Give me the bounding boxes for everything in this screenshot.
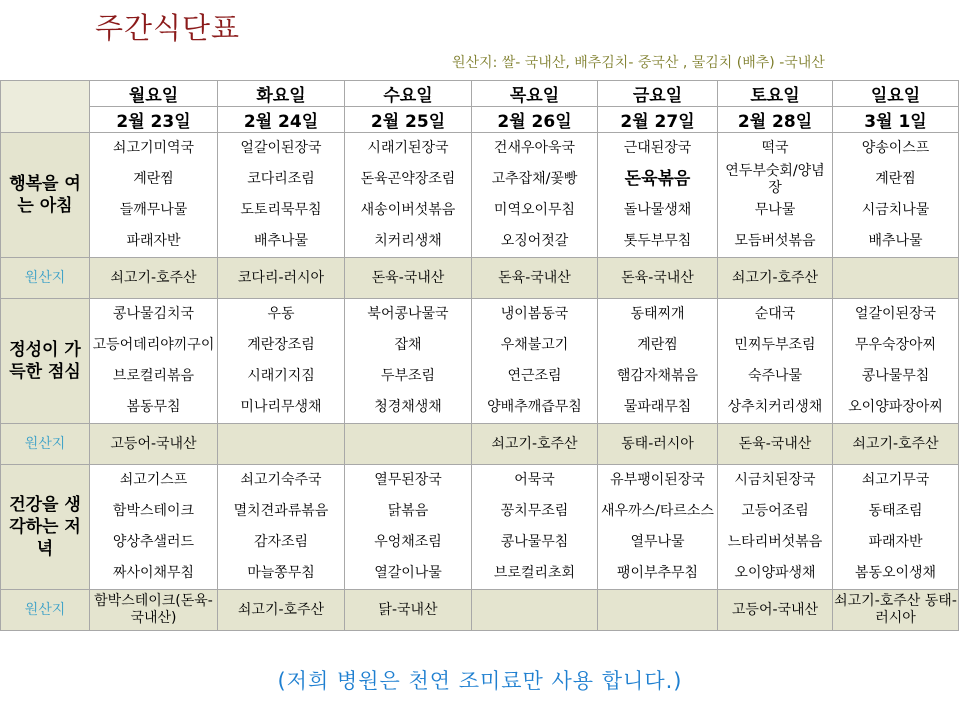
menu-item: 시래기지짐 — [247, 368, 315, 384]
origin-cell: 코다리-러시아 — [218, 258, 345, 299]
menu-cell — [718, 133, 833, 258]
meal-row — [1, 299, 959, 424]
day-name: 화요일 — [218, 81, 345, 107]
menu-cell — [345, 465, 472, 590]
origin-cell — [472, 590, 598, 631]
menu-item: 팽이부추무침 — [616, 565, 699, 581]
menu-item: 무나물 — [754, 202, 796, 218]
origin-label: 원산지 — [1, 590, 90, 631]
menu-item: 코다리조림 — [247, 171, 315, 187]
origin-cell — [218, 424, 345, 465]
menu-item: 양송이스프 — [861, 140, 930, 156]
menu-cell — [90, 133, 218, 258]
origin-cell: 돈육-국내산 — [598, 258, 718, 299]
menu-item: 연두부숫회/양념장 — [725, 162, 825, 196]
menu-item: 돌나물생채 — [623, 202, 692, 218]
menu-item: 파래자반 — [868, 534, 923, 550]
day-date: 2월 26일 — [472, 107, 598, 133]
menu-item: 열무된장국 — [374, 472, 442, 488]
origin-cell: 돈육-국내산 — [718, 424, 833, 465]
menu-item: 상추치커리생채 — [727, 399, 823, 415]
day-name: 일요일 — [833, 81, 959, 107]
menu-item: 햄감자채볶음 — [616, 368, 699, 384]
menu-item: 고등어데리야끼구이 — [92, 337, 215, 353]
menu-item: 양상추샐러드 — [112, 534, 195, 550]
menu-item: 연근조림 — [507, 368, 562, 384]
origin-note: 원산지: 쌀- 국내산, 배추김치- 중국산 , 물김치 (배추) -국내산 — [452, 55, 825, 71]
menu-item: 동태찌개 — [630, 306, 685, 322]
menu-cell — [472, 465, 598, 590]
menu-item: 오이양파장아찌 — [848, 399, 943, 415]
menu-item: 돈육곤약장조림 — [360, 171, 456, 187]
origin-cell: 고등어-국내산 — [718, 590, 833, 631]
menu-cell — [833, 465, 959, 590]
menu-cell — [218, 465, 345, 590]
header-corner — [1, 81, 90, 133]
menu-item: 건새우아욱국 — [493, 140, 576, 156]
meal-label: 행복을 여는 아침 — [1, 133, 90, 258]
menu-item: 고추잡채/꽃빵 — [491, 171, 578, 187]
origin-label: 원산지 — [1, 424, 90, 465]
menu-item: 배추나물 — [253, 233, 309, 249]
menu-item: 계란찜 — [637, 337, 678, 353]
menu-item: 배추나물 — [868, 233, 923, 249]
menu-item: 짜사이채무침 — [112, 565, 195, 581]
menu-cell — [598, 465, 718, 590]
origin-cell: 동태-러시아 — [598, 424, 718, 465]
menu-cell — [90, 465, 218, 590]
menu-item: 우채불고기 — [500, 337, 569, 353]
origin-cell: 함박스테이크(돈육-국내산) — [90, 590, 218, 631]
meal-label: 건강을 생각하는 저녁 — [1, 465, 90, 590]
menu-item: 감자조림 — [253, 534, 309, 550]
origin-cell — [345, 424, 472, 465]
menu-item: 고등어조림 — [741, 503, 809, 519]
menu-cell — [345, 299, 472, 424]
origin-cell: 쇠고기-호주산 — [718, 258, 833, 299]
menu-item: 느타리버섯볶음 — [727, 534, 823, 550]
origin-cell: 고등어-국내산 — [90, 424, 218, 465]
page-title: 주간식단표 — [95, 11, 241, 45]
origin-cell — [598, 590, 718, 631]
menu-item: 들깨무나물 — [119, 202, 188, 218]
origin-row — [1, 590, 959, 631]
menu-cell — [598, 299, 718, 424]
menu-cell — [598, 133, 718, 258]
menu-item: 동태조림 — [868, 503, 923, 519]
menu-item: 콩나물무침 — [861, 368, 930, 384]
day-name: 수요일 — [345, 81, 472, 107]
menu-item: 콩나물무침 — [500, 534, 569, 550]
day-name: 토요일 — [718, 81, 833, 107]
menu-cell — [472, 299, 598, 424]
menu-item: 민찌두부조림 — [734, 337, 816, 353]
menu-item: 얼갈이된장국 — [240, 140, 322, 156]
menu-item: 쇠고기무국 — [861, 472, 930, 488]
menu-item: 계란찜 — [875, 171, 916, 187]
menu-item: 톳두부무침 — [623, 233, 692, 249]
menu-item: 치커리생채 — [374, 233, 442, 249]
menu-item: 쇠고기스프 — [119, 472, 188, 488]
menu-cell — [218, 299, 345, 424]
menu-item: 시금치나물 — [861, 202, 930, 218]
day-name: 월요일 — [90, 81, 218, 107]
origin-cell: 쇠고기-호주산 — [90, 258, 218, 299]
menu-item: 멸치견과류볶음 — [233, 503, 329, 519]
menu-item: 미나리무생채 — [240, 399, 322, 415]
origin-label: 원산지 — [1, 258, 90, 299]
origin-cell: 쇠고기-호주산 — [218, 590, 345, 631]
origin-cell — [833, 258, 959, 299]
menu-item: 함박스테이크 — [112, 503, 195, 519]
menu-item: 물파래무침 — [623, 399, 692, 415]
day-date: 2월 28일 — [718, 107, 833, 133]
origin-row — [1, 258, 959, 299]
menu-cell — [218, 133, 345, 258]
menu-item: 순대국 — [754, 306, 796, 322]
origin-cell: 닭-국내산 — [345, 590, 472, 631]
menu-item: 잡채 — [394, 337, 422, 353]
menu-item: 쇠고기미역국 — [112, 140, 195, 156]
origin-cell: 쇠고기-호주산 — [833, 424, 959, 465]
menu-item: 양배추깨즙무침 — [487, 399, 582, 415]
origin-row — [1, 424, 959, 465]
menu-cell — [472, 133, 598, 258]
menu-item: 청경채생채 — [374, 399, 442, 415]
menu-item: 브로컬리볶음 — [112, 368, 195, 384]
menu-item: 콩나물김치국 — [112, 306, 195, 322]
menu-item: 오이양파생채 — [734, 565, 816, 581]
meal-row — [1, 465, 959, 590]
day-date: 2월 25일 — [345, 107, 472, 133]
menu-item: 무우숙장아찌 — [854, 337, 937, 353]
menu-item: 우엉채조림 — [374, 534, 442, 550]
footer-note: (저희 병원은 천연 조미료만 사용 합니다.) — [277, 669, 683, 693]
menu-item: 봄동오이생채 — [854, 565, 937, 581]
menu-item: 새송이버섯볶음 — [360, 202, 456, 218]
menu-item: 브로컬리초회 — [493, 565, 576, 581]
menu-item: 닭볶음 — [387, 503, 429, 519]
origin-cell: 돈육-국내산 — [345, 258, 472, 299]
day-date: 2월 23일 — [90, 107, 218, 133]
day-date: 2월 27일 — [598, 107, 718, 133]
menu-item: 미역오이무침 — [493, 202, 576, 218]
menu-item: 오징어젓갈 — [500, 233, 569, 249]
day-date: 2월 24일 — [218, 107, 345, 133]
menu-cell — [833, 133, 959, 258]
day-name: 금요일 — [598, 81, 718, 107]
menu-item: 근대된장국 — [623, 140, 692, 156]
menu-item: 모듬버섯볶음 — [734, 233, 816, 249]
day-name: 목요일 — [472, 81, 598, 107]
menu-item: 얼갈이된장국 — [854, 306, 937, 322]
meal-row — [1, 133, 959, 258]
menu-item: 떡국 — [761, 140, 789, 156]
menu-cell — [718, 299, 833, 424]
menu-cell — [833, 299, 959, 424]
menu-item: 북어콩나물국 — [367, 306, 449, 322]
origin-cell: 쇠고기-호주산 동태-러시아 — [833, 590, 959, 631]
menu-item: 파래자반 — [126, 233, 181, 249]
weekly-menu-table — [0, 80, 959, 631]
meal-label: 정성이 가득한 점심 — [1, 299, 90, 424]
menu-cell — [90, 299, 218, 424]
menu-cell — [345, 133, 472, 258]
origin-cell: 돈육-국내산 — [472, 258, 598, 299]
menu-item: 봄동무침 — [126, 399, 181, 415]
menu-item: 냉이봄동국 — [500, 306, 569, 322]
origin-cell: 쇠고기-호주산 — [472, 424, 598, 465]
menu-item: 우동 — [267, 306, 295, 322]
menu-item: 숙주나물 — [747, 368, 803, 384]
menu-item: 마늘쫑무침 — [247, 565, 315, 581]
menu-item: 돈육볶음 — [624, 169, 691, 189]
menu-item: 열무나물 — [630, 534, 685, 550]
menu-item: 열갈이나물 — [374, 565, 442, 581]
menu-item: 어묵국 — [514, 472, 555, 488]
menu-item: 계란찜 — [133, 171, 174, 187]
menu-item: 두부조림 — [380, 368, 436, 384]
menu-item: 계란장조림 — [247, 337, 315, 353]
menu-item: 시금치된장국 — [734, 472, 816, 488]
menu-item: 새우까스/타르소스 — [601, 503, 714, 519]
menu-cell — [718, 465, 833, 590]
menu-item: 쇠고기숙주국 — [240, 472, 322, 488]
menu-item: 도토리묵무침 — [240, 202, 322, 218]
menu-item: 시래기된장국 — [367, 140, 449, 156]
day-date: 3월 1일 — [833, 107, 959, 133]
menu-item: 유부팽이된장국 — [610, 472, 705, 488]
menu-item: 꽁치무조림 — [500, 503, 569, 519]
